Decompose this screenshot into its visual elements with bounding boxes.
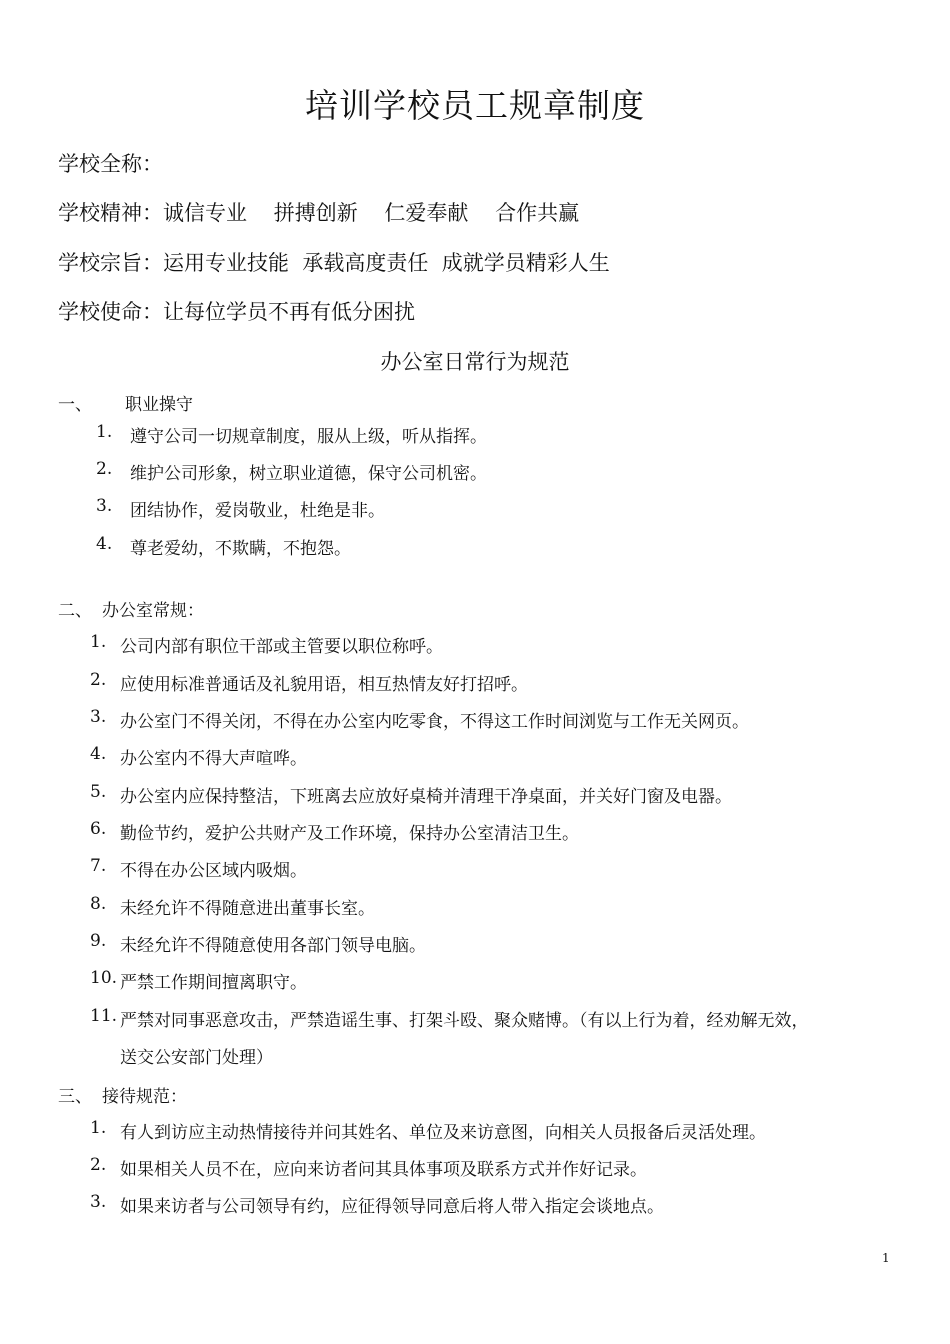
item-number: 11. [90, 1006, 118, 1026]
school-mission-value: 让每位学员不再有低分困扰 [163, 300, 415, 324]
item-number: 3. [90, 1192, 107, 1212]
school-purpose-value: 运用专业技能 承载高度责任 成就学员精彩人生 [163, 251, 610, 275]
item-text: 有人到访应主动热情接待并问其姓名、单位及来访意图，向相关人员报备后灵活处理。 [120, 1123, 766, 1143]
item-number: 4. [96, 534, 113, 554]
item-text: 勤俭节约，爱护公共财产及工作环境，保持办公室清洁卫生。 [120, 824, 579, 844]
item-number: 3. [90, 707, 107, 727]
school-full-name-label: 学校全称： [58, 152, 163, 176]
section-number: 三、 [58, 1087, 92, 1107]
item-number: 2. [90, 670, 107, 690]
section-heading-3 [58, 1082, 187, 1107]
section-heading-1 [58, 390, 193, 415]
item-number: 3. [96, 496, 113, 516]
item-number: 1. [90, 632, 107, 652]
document-title: 培训学校员工规章制度 [305, 86, 645, 125]
school-mission-line [58, 296, 415, 326]
item-text: 团结协作，爱岗敬业，杜绝是非。 [130, 501, 385, 521]
item-text: 不得在办公区域内吸烟。 [120, 861, 307, 881]
item-text: 应使用标准普通话及礼貌用语，相互热情友好打招呼。 [120, 675, 528, 695]
item-text: 办公室门不得关闭，不得在办公室内吃零食，不得这工作时间浏览与工作无关网页。 [120, 712, 749, 732]
section-title: 职业操守 [125, 395, 193, 415]
item-number: 1. [96, 422, 113, 442]
section-title: 办公室常规： [102, 601, 204, 621]
section-subtitle: 办公室日常行为规范 [380, 350, 570, 374]
item-number: 1. [90, 1118, 107, 1138]
item-text: 未经允许不得随意进出董事长室。 [120, 899, 375, 919]
item-number: 8. [90, 894, 107, 914]
item-number: 5. [90, 782, 107, 802]
section-heading-2 [58, 596, 204, 621]
page-number: 1 [882, 1251, 890, 1265]
item-text: 公司内部有职位干部或主管要以职位称呼。 [120, 637, 443, 657]
item-text: 如果相关人员不在，应向来访者问其具体事项及联系方式并作好记录。 [120, 1160, 647, 1180]
item-number: 7. [90, 856, 107, 876]
section-number: 一、 [58, 395, 92, 415]
item-text: 办公室内不得大声喧哗。 [120, 749, 307, 769]
item-number: 2. [90, 1155, 107, 1175]
section-title: 接待规范： [102, 1087, 187, 1107]
school-spirit-value: 诚信专业 拼搏创新 仁爱奉献 合作共赢 [163, 201, 580, 225]
item-number: 4. [90, 744, 107, 764]
item-number: 2. [96, 459, 113, 479]
school-spirit-label: 学校精神： [58, 201, 163, 225]
item-text: 如果来访者与公司领导有约，应征得领导同意后将人带入指定会谈地点。 [120, 1197, 664, 1217]
item-text: 严禁工作期间擅离职守。 [120, 973, 307, 993]
school-purpose-line [58, 247, 610, 277]
school-mission-label: 学校使命： [58, 300, 163, 324]
item-text: 办公室内应保持整洁，下班离去应放好桌椅并清理干净桌面，并关好门窗及电器。 [120, 787, 732, 807]
school-full-name-line [58, 148, 163, 178]
section-number: 二、 [58, 601, 92, 621]
item-number: 6. [90, 819, 107, 839]
item-text: 未经允许不得随意使用各部门领导电脑。 [120, 936, 426, 956]
list-item-continuation: 送交公安部门处理） [120, 1048, 273, 1068]
item-text: 尊老爱幼，不欺瞒，不抱怨。 [130, 539, 351, 559]
item-text: 遵守公司一切规章制度，服从上级，听从指挥。 [130, 427, 487, 447]
item-text: 维护公司形象，树立职业道德，保守公司机密。 [130, 464, 487, 484]
item-number: 9. [90, 931, 107, 951]
school-spirit-line [58, 197, 579, 227]
item-number: 10. [90, 968, 118, 988]
school-purpose-label: 学校宗旨： [58, 251, 163, 275]
item-text: 严禁对同事恶意攻击，严禁造谣生事、打架斗殴、聚众赌博。（有以上行为着，经劝解无效， [120, 1011, 809, 1031]
